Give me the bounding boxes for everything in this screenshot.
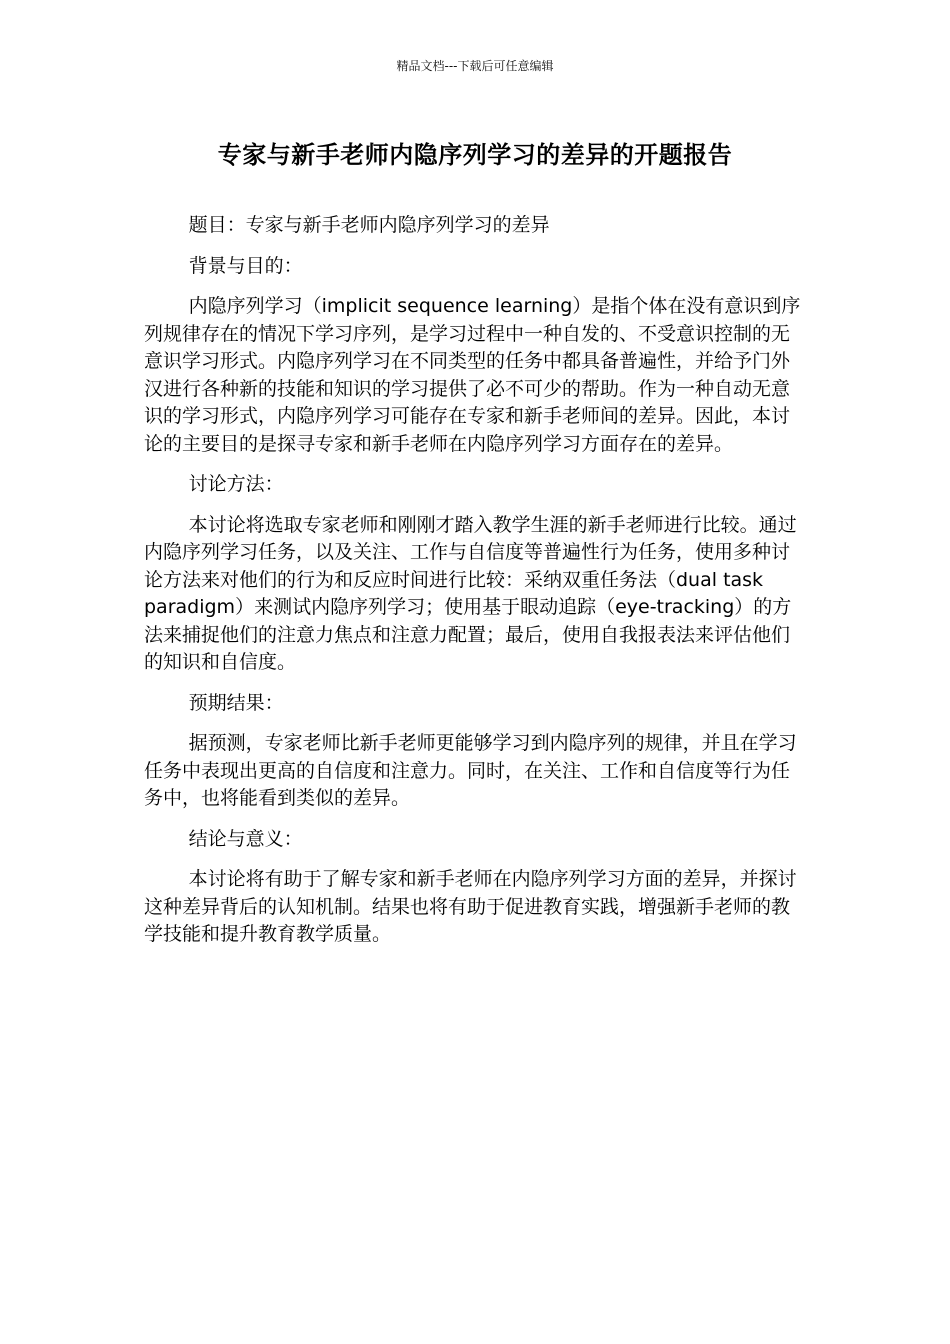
background-heading: 背景与目的： xyxy=(188,254,303,277)
conclusion-paragraph: 本讨论将有助于了解专家和新手老师在内隐序列学习方面的差异，并探讨这种差异背后的认知机制。结果也将有助于促进教育实践，增强新手老师的教学技能和提升教育教学质量。 xyxy=(144,868,797,945)
method-heading: 讨论方法： xyxy=(188,473,284,495)
results-paragraph: 据预测，专家老师比新手老师更能够学习到内隐序列的规律，并且在学习任务中表现出更高的自信度和注意力。同时，在关注、工作和自信度等行为任务中，也将能看到类似的差异。 xyxy=(144,732,797,809)
header-note: 精品文档---下载后可任意编辑 xyxy=(396,59,554,73)
topic-line: 题目：专家与新手老师内隐序列学习的差异 xyxy=(188,214,550,236)
document-title: 专家与新手老师内隐序列学习的差异的开题报告 xyxy=(217,141,733,169)
background-paragraph: 内隐序列学习（implicit sequence learning）是指个体在没有意识到序列规律存在的情况下学习序列，是学习过程中一种自发的、不受意识控制的无意识学习形式。内隐序列学习在不同类型的任务中都具备普遍性，并给予门外汉进行各种新的技能和知识的学习提供了必不可少的帮助。作为一种自动无意识的学习形式，内隐序列学习可能存在专家和新手老师间的差异。因此，本讨论的主要目的是探寻专家和新手老师在内隐序列学习方面存在的差异。 xyxy=(144,295,801,455)
conclusion-heading: 结论与意义： xyxy=(188,827,303,850)
method-paragraph: 本讨论将选取专家老师和刚刚才踏入教学生涯的新手老师进行比较。通过内隐序列学习任务，以及关注、工作与自信度等普遍性行为任务，使用多种讨论方法来对他们的行为和反应时间进行比较：采纳双重任务法（dual task paradigm）来测试内隐序列学习；使用基于眼动追踪（eye-tracking）的方法来捕捉他们的注意力焦点和注意力配置；最后，使用自我报表法来评估他们的知识和自信度。 xyxy=(144,513,797,673)
results-heading: 预期结果： xyxy=(188,691,284,714)
document-body xyxy=(144,212,806,962)
